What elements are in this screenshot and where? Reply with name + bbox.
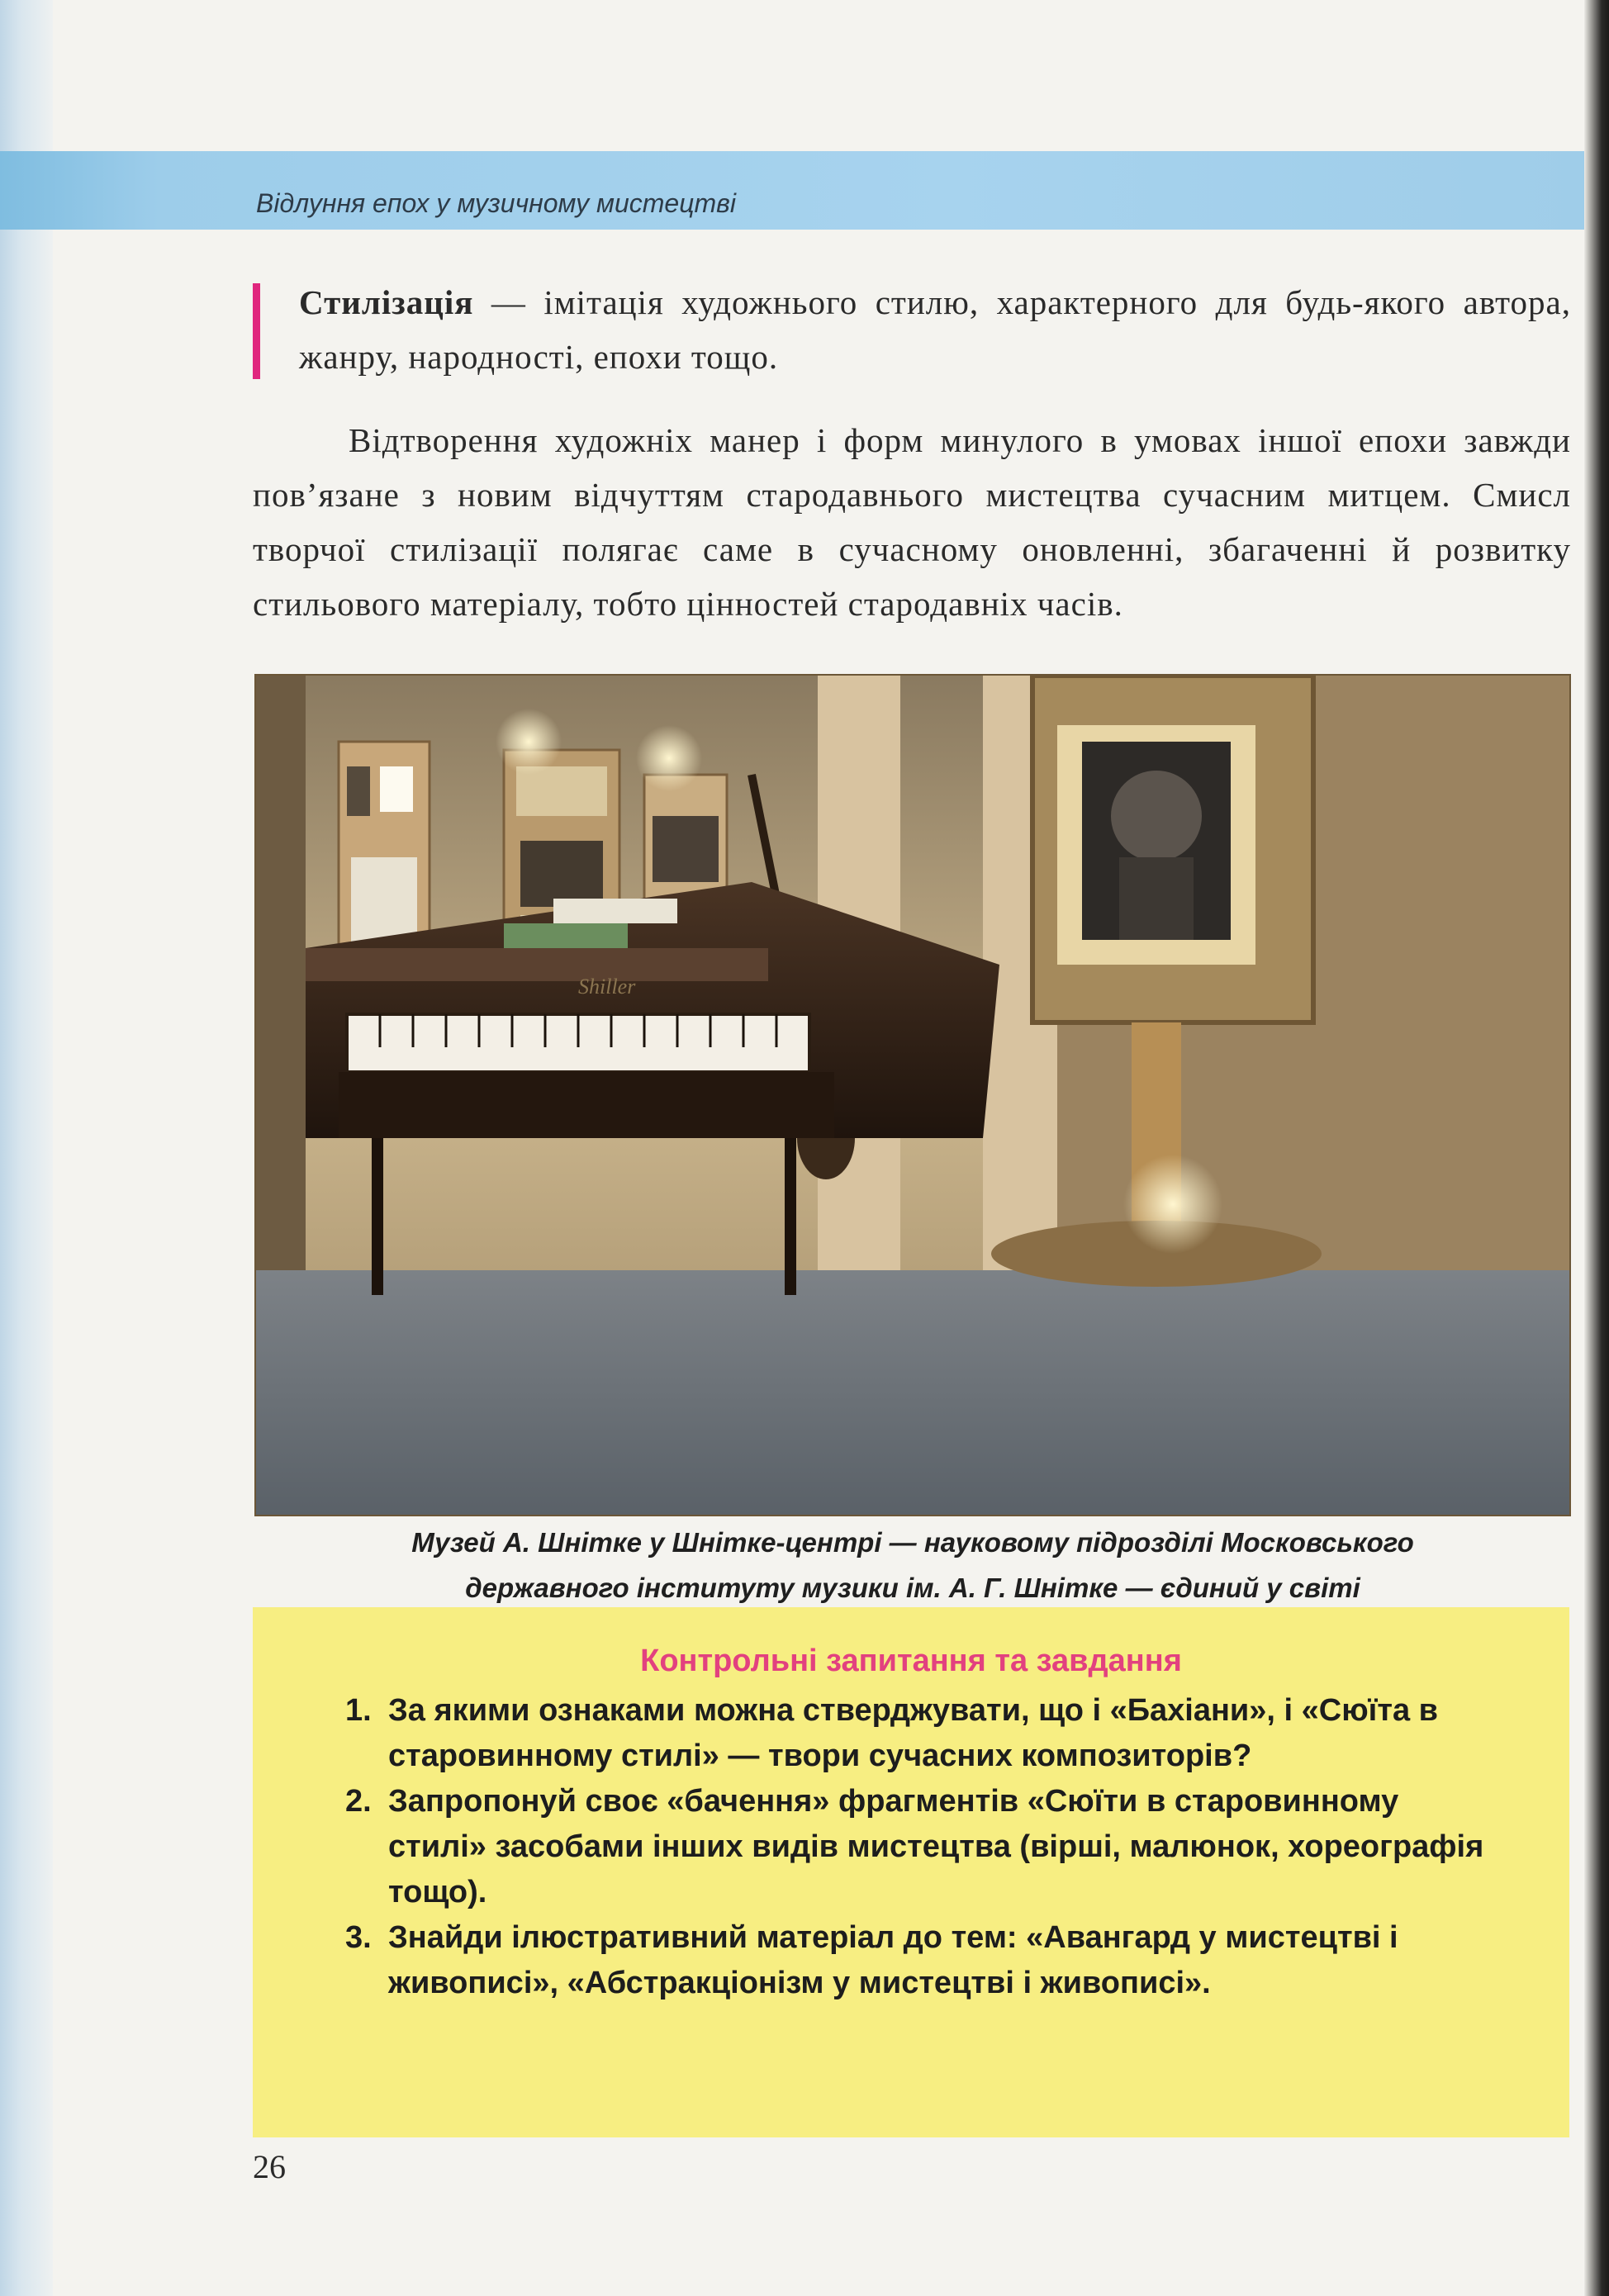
caption-line-1: Музей А. Шнітке у Шнітке-центрі — науковому підрозділі Московського (411, 1527, 1414, 1558)
task-text: За якими ознаками можна стверджувати, що і «Бахіани», і «Сюїта в старовинному стилі» — твори сучасних композиторів? (388, 1693, 1439, 1773)
tasks-title: Контрольні запитання та завдання (640, 1644, 1182, 1678)
task-number: 2. (345, 1784, 372, 1819)
tasks-list (345, 1688, 1502, 2006)
definition-term: Стилізація (299, 283, 474, 321)
page-edge-right (1584, 0, 1609, 2296)
page-number: 26 (253, 2148, 286, 2185)
list-item (345, 1915, 1502, 2006)
running-header: Відлуння епох у музичному мистецтві (256, 188, 736, 218)
task-text: Запропонуй своє «бачення» фрагментів «Сюїти в старовинному стилі» засобами інших видів мистецтва (вірші, малюнок, хореографія тощо). (388, 1784, 1484, 1909)
museum-photo-illustration (256, 676, 1569, 1515)
task-number: 1. (345, 1693, 372, 1728)
photo-caption (248, 1520, 1578, 1611)
caption-line-2: державного інституту музики ім. А. Г. Шнітке — єдиний у світі (465, 1573, 1360, 1603)
definition-marker (253, 283, 260, 379)
definition (299, 275, 1571, 384)
header-band (0, 151, 1584, 230)
piano-brand: Shiller (578, 975, 636, 999)
body-paragraph: Відтворення художніх манер і форм минулого в умовах іншої епохи завжди пов’язане з новим відчуттям стародавнього мистецтва сучасним митцем. Смисл творчої стилізації полягає саме в сучасному оновленні, збагаченні й розвитку стильового матеріалу, тобто цінностей стародавніх часів. (253, 421, 1571, 623)
task-text: Знайди ілюстративний матеріал до тем: «Авангард у мистецтві і живописі», «Абстракціонізм у мистецтві і живописі». (388, 1920, 1398, 2000)
page-edge-left (0, 0, 53, 2296)
museum-photo (254, 674, 1571, 1516)
list-item (345, 1779, 1502, 1915)
task-number: 3. (345, 1920, 372, 1955)
list-item (345, 1688, 1502, 1779)
definition-text: — імітація художнього стилю, характерного для будь-якого автора, жанру, народності, епохи тощо. (299, 283, 1571, 376)
tasks-box (253, 1607, 1569, 2137)
